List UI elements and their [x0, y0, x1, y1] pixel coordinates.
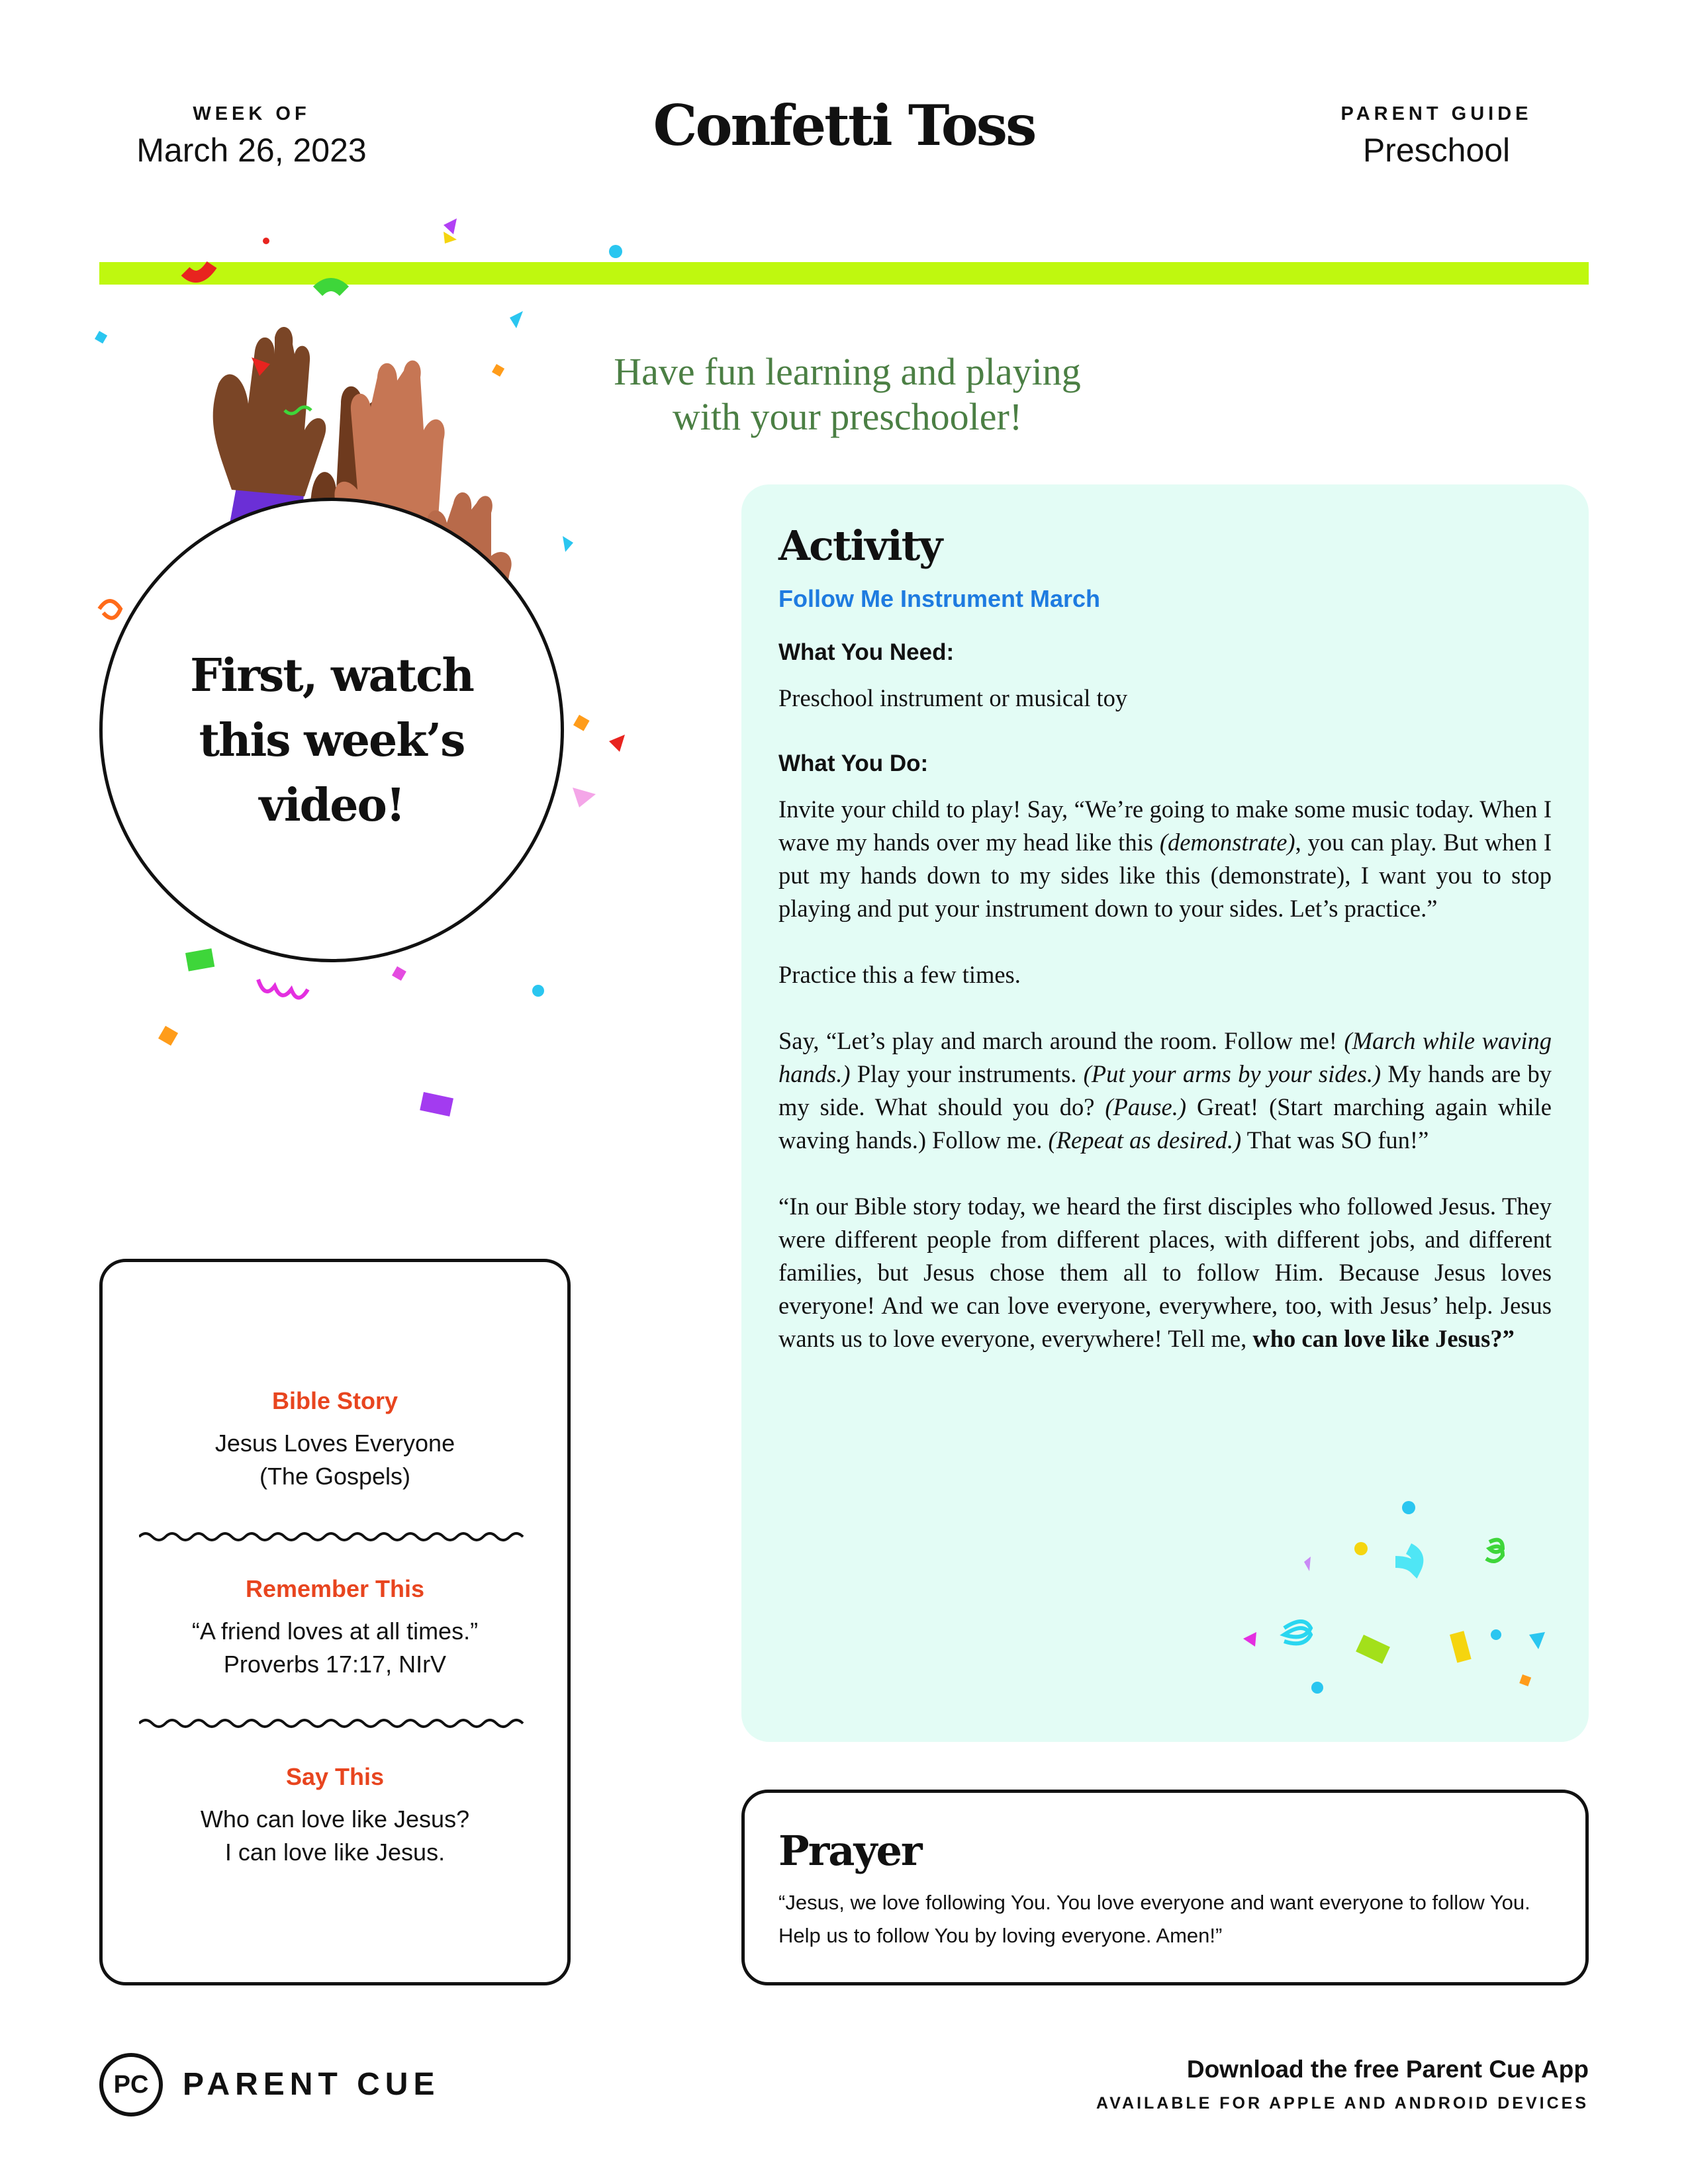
say-this-line-1: Who can love like Jesus? [200, 1805, 470, 1833]
parent-cue-logo-icon [99, 2053, 163, 2116]
week-date: March 26, 2023 [136, 132, 367, 169]
page-title: Confetti Toss [653, 93, 1035, 158]
prayer-text: “Jesus, we love following You. You love everyone and want everyone to follow You. Help us to follow You by loving everyone. Amen!” [778, 1891, 1530, 1947]
activity-instructions [778, 793, 1552, 1388]
tagline-line-1: Have fun learning and playing [614, 350, 1081, 393]
instruction-paragraph-3: Say, “Let’s play and march around the room. Follow me! (March while waving hands.) Play your instruments. (Put your arms by your sides.) My hands are by my side. What should you do? (Pause.) Great! (Start marching again while waving hands.) Follow me. (Repeat as desired.) That was SO fun!” [778, 1027, 1552, 1154]
confetti-activity-decoration [1218, 1496, 1562, 1714]
tagline-line-2: with your preschooler! [672, 395, 1023, 438]
week-of-label: WEEK OF [193, 103, 310, 124]
video-prompt-line-2: this week’s [199, 714, 465, 767]
wavy-divider-1 [139, 1529, 531, 1545]
bible-story-heading: Bible Story [271, 1387, 399, 1414]
download-app-text[interactable]: Download the free Parent Cue App [1186, 2056, 1589, 2083]
instruction-paragraph-1: Invite your child to play! Say, “We’re going to make some music today. When I wave my hands over my head like this (demonstrate), you can play. But when I put my hands down to my sides like this (demonstrate), I want you to stop playing and put your instrument down to your sides. Let’s practice.” [778, 796, 1552, 922]
activity-title: Activity [778, 522, 942, 570]
video-prompt-line-3: video! [259, 779, 404, 832]
memory-verse-line-2: Proverbs 17:17, NIrV [223, 1651, 447, 1678]
say-this-line-2: I can love like Jesus. [224, 1839, 445, 1866]
hand-1 [213, 327, 326, 496]
instruction-paragraph-4: “In our Bible story today, we heard the first disciples who followed Jesus. They were different people from different places, with different jobs, and different families, but Jesus chose them all to follow Him. Because Jesus loves everyone! And we can love everyone, everywhere, too, with Jesus’ help. Jesus wants us to love everyone, everywhere! Tell me, who can love like Jesus?” [778, 1193, 1552, 1352]
remember-this-heading: Remember This [245, 1575, 425, 1602]
memory-verse-line-1: “A friend loves at all times.” [191, 1617, 479, 1645]
activity-subtitle: Follow Me Instrument March [778, 585, 1101, 612]
say-this-heading: Say This [285, 1763, 385, 1790]
what-you-need-text: Preschool instrument or musical toy [778, 684, 1128, 711]
availability-text: AVAILABLE FOR APPLE AND ANDROID DEVICES [1096, 2094, 1589, 2113]
video-prompt-line-1: First, watch [190, 649, 473, 702]
bible-story-line-1: Jesus Loves Everyone [214, 1430, 455, 1457]
parent-cue-brand: PARENT CUE [183, 2067, 440, 2102]
instruction-paragraph-2: Practice this a few times. [778, 961, 1021, 988]
logo-mark: PC [113, 2071, 149, 2099]
what-you-do-label: What You Do: [778, 751, 929, 776]
bible-story-line-2: (The Gospels) [259, 1463, 411, 1490]
tagline [516, 349, 1178, 439]
prayer-title: Prayer [778, 1827, 921, 1875]
confetti-top-strip [126, 232, 536, 298]
guide-level: Preschool [1362, 132, 1511, 169]
video-prompt [99, 643, 564, 838]
wavy-divider-2 [139, 1715, 531, 1731]
parent-guide-label: PARENT GUIDE [1340, 103, 1532, 124]
what-you-need-label: What You Need: [778, 639, 955, 665]
